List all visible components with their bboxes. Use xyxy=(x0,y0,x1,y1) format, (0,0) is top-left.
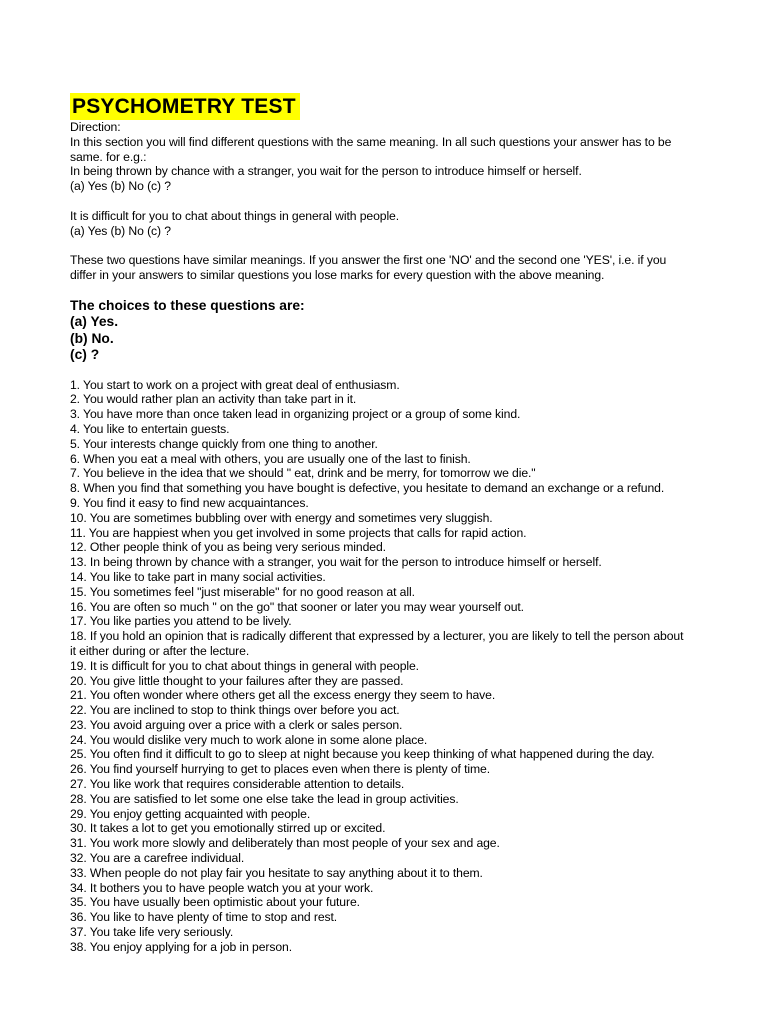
question-item: 27. You like work that requires considerable attention to details. xyxy=(70,777,405,792)
question-item: 37. You take life very seriously. xyxy=(70,925,234,940)
question-item: 32. You are a carefree individual. xyxy=(70,851,245,866)
example-options-2: (a) Yes (b) No (c) ? xyxy=(70,223,171,238)
explanation-text: These two questions have similar meanings. If you answer the first one 'NO' and the second one 'YES', i.e. if you differ in your answers to similar questions you lose marks for every question with the above meaning. xyxy=(70,253,667,282)
question-item: 26. You find yourself hurrying to get to places even when there is plenty of time. xyxy=(70,762,490,777)
question-item: 29. You enjoy getting acquainted with people. xyxy=(70,806,311,821)
question-item: 17. You like parties you attend to be lively. xyxy=(70,614,292,629)
question-item: 7. You believe in the idea that we should " eat, drink and be merry, for tomorrow we die." xyxy=(70,466,536,481)
question-item: 34. It bothers you to have people watch you at your work. xyxy=(70,880,374,895)
question-item: 22. You are inclined to stop to think things over before you act. xyxy=(70,703,400,718)
question-item: 13. In being thrown by chance with a stranger, you wait for the person to introduce himself or herself. xyxy=(70,555,602,570)
question-item: 9. You find it easy to find new acquaintances. xyxy=(70,495,309,510)
question-item: 25. You often find it difficult to go to sleep at night because you keep thinking of what happened during the day. xyxy=(70,747,655,762)
question-item: 10. You are sometimes bubbling over with energy and sometimes very sluggish. xyxy=(70,510,493,525)
question-item: 2. You would rather plan an activity than take part in it. xyxy=(70,392,357,407)
example-options-1: (a) Yes (b) No (c) ? xyxy=(70,179,171,194)
question-item: 28. You are satisfied to let some one else take the lead in group activities. xyxy=(70,791,459,806)
question-item: 6. When you eat a meal with others, you are usually one of the last to finish. xyxy=(70,451,471,466)
question-list xyxy=(70,378,690,955)
question-item: 15. You sometimes feel "just miserable" for no good reason at all. xyxy=(70,584,415,599)
question-item: 3. You have more than once taken lead in organizing project or a group of some kind. xyxy=(70,407,521,422)
question-item: 36. You like to have plenty of time to stop and rest. xyxy=(70,910,338,925)
spacer xyxy=(70,238,690,253)
choices-heading: The choices to these questions are: xyxy=(70,297,305,313)
question-item: 16. You are often so much " on the go" that sooner or later you may wear yourself out. xyxy=(70,599,524,614)
question-item: 30. It takes a lot to get you emotionally stirred up or excited. xyxy=(70,821,386,836)
question-item: 19. It is difficult for you to chat about things in general with people. xyxy=(70,658,419,673)
page-title: PSYCHOMETRY TEST xyxy=(70,93,300,120)
question-item: 33. When people do not play fair you hesitate to say anything about it to them. xyxy=(70,865,483,880)
question-item: 23. You avoid arguing over a price with a clerk or sales person. xyxy=(70,717,403,732)
question-item: 12. Other people think of you as being very serious minded. xyxy=(70,540,386,555)
question-item: 8. When you find that something you have bought is defective, you hesitate to demand an exchange or a refund. xyxy=(70,481,665,496)
question-item: 35. You have usually been optimistic about your future. xyxy=(70,895,360,910)
spacer xyxy=(70,364,690,378)
question-item: 4. You like to entertain guests. xyxy=(70,421,230,436)
choice-option: (c) ? xyxy=(70,347,100,363)
question-item: 21. You often wonder where others get all the excess energy they seem to have. xyxy=(70,688,496,703)
direction-label: Direction: xyxy=(70,120,121,134)
question-item: 38. You enjoy applying for a job in person. xyxy=(70,939,293,954)
question-item: 1. You start to work on a project with great deal of enthusiasm. xyxy=(70,377,400,392)
question-item: 11. You are happiest when you get involved in some projects that calls for rapid action. xyxy=(70,525,527,540)
question-item: 18. If you hold an opinion that is radically different that expressed by a lecturer, you are likely to tell the person about it either during or after the lecture. xyxy=(70,629,684,658)
question-item: 5. Your interests change quickly from one thing to another. xyxy=(70,436,378,451)
question-item: 14. You like to take part in many social activities. xyxy=(70,569,326,584)
direction-text: In this section you will find different questions with the same meaning. In all such questions your answer has to be same. for e.g.: xyxy=(70,134,672,164)
example-question-2: It is difficult for you to chat about things in general with people. xyxy=(70,208,400,223)
spacer xyxy=(70,283,690,298)
choice-option: (b) No. xyxy=(70,330,114,346)
question-item: 24. You would dislike very much to work alone in some alone place. xyxy=(70,732,428,747)
spacer xyxy=(70,194,690,209)
question-item: 20. You give little thought to your failures after they are passed. xyxy=(70,673,404,688)
choice-option: (a) Yes. xyxy=(70,314,119,330)
document-page xyxy=(70,93,690,955)
question-item: 31. You work more slowly and deliberately than most people of your sex and age. xyxy=(70,836,500,851)
example-question-1: In being thrown by chance with a stranger, you wait for the person to introduce himself or herself. xyxy=(70,164,582,179)
